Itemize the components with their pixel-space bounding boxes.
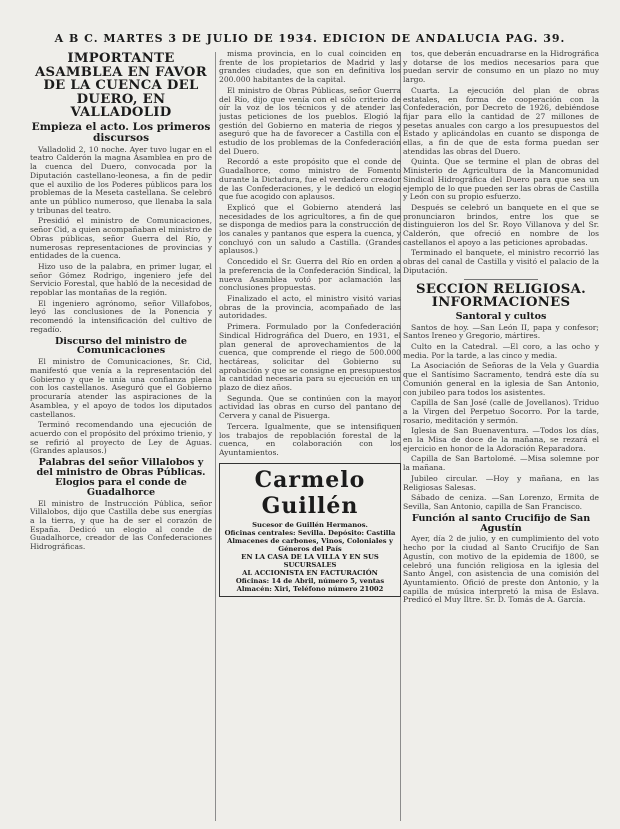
column-1 (30, 50, 212, 829)
column-3 (403, 50, 599, 829)
paragraph: tos, que deberán encuadrarse en la Hidrográfica y dotarse de los medios necesarios para que puedan servir de consumo en un plazo no muy largo. (403, 50, 599, 85)
paragraph: El ministro de Obras Públicas, señor Guerra del Río, dijo que venía con el sólo criterio de oír la voz de los técnicos y de atender las justas peticiones de los pueblos. Elogió la gestión del Gobierno en materia de riegos y aseguró que ha de favorecer a Castilla con el estudio de los problemas de la Confederación del Duero. (219, 85, 401, 156)
paragraph: Santos de hoy. —San León II, papa y confesor; Santos Ireneo y Gregorio, mártires. (403, 322, 599, 341)
paragraph: Primera. Formulado por la Confederación Sindical Hidrográfica del Duero, en 1931, el plan general de aprovechamientos de la cuenca, que comprende el riego de 500.000 hectáreas, solicitar del Gobierno su aprobación y que se consigne en presupuestos la cantidad necesaria para su ejecución en un plazo de diez años. (219, 322, 401, 393)
paragraph: Concedido el Sr. Guerra del Río en orden a la preferencia de la Confederación Sindical, la nueva Asamblea votó por aclamación las conclusiones propuestas. (219, 257, 401, 293)
paragraph: Terminado el banquete, el ministro recorrió las obras del canal de Castilla y visitó el palacio de la Diputación. (403, 248, 599, 275)
paragraph: El ministro de Instrucción Pública, señor Villalobos, dijo que Castilla debe sus energías a la tierra, y que ha de ser el corazón de España. Dedicó un elogio al conde de Guadalhorce, creador de las Confederaciones Hidrográficas. (30, 498, 212, 552)
paragraph: Recordó a este propósito que el conde de Guadalhorce, como ministro de Fomento durante la Dictadura, fue el verdadero creador de las Confederaciones, y le dedicó un elogio que fue acogido con aplausos. (219, 157, 401, 202)
paragraph: Explicó que el Gobierno atenderá las necesidades de los agricultores, a fin de que se disponga de medios para la construcción de los canales y pantanos que espera la cuenca, y concluyó con un saludo a Castilla. (Grandes aplausos.) (219, 202, 401, 256)
ad-line: EN LA CASA DE LA VILLA Y EN SUS SUCURSALES (241, 553, 379, 570)
paragraph: Ayer, día 2 de julio, y en cumplimiento del voto hecho por la ciudad al Santo Crucifijo de San Agustín, con motivo de la epidemia de 1800, se celebró una función religiosa en la iglesia del Santo Ángel, con asistencia de una comisión del Ayuntamiento. Ofició de preste don Antonio, y la capilla de música interpretó la misa de Eslava. Predicó el Muy Iltre. Sr. D. Tomás de A. García. (403, 534, 599, 605)
paragraph: Hizo uso de la palabra, en primer lugar, el señor Gómez Rodrigo, ingeniero jefe del Servicio Forestal, que habló de la necesidad de repoblar las montañas de la región. (30, 261, 212, 298)
page-header: A B C. MARTES 3 DE JULIO DE 1934. EDICION DE ANDALUCIA PAG. 39. (54, 32, 566, 45)
ad-title: Carmelo Guillén (254, 466, 366, 519)
ad-line: Sucesor de Guillén Hermanos. (252, 520, 368, 529)
article-subheadline: Empieza el acto. Los primeros discursos (31, 120, 211, 144)
ad-line: AL ACCIONISTA EN FACTURACIÓN (242, 569, 378, 578)
paragraph: misma provincia, en lo cual coinciden en frente de los propietarios de Madrid y las grandes ciudades, que son en definitiva los 200.000 habitantes de la capital. (219, 50, 401, 85)
section-headline: SECCION RELIGIOSA. INFORMACIONES (416, 281, 586, 311)
paragraph: Cuarta. La ejecución del plan de obras estatales, en forma de cooperación con la Confederación, por Decreto de 1926, debiéndose fijar para ello la cantidad de 27 millones de pesetas anuales con cargo a los presupuestos del Estado y aplicándolas en cuanto se disponga de ellas, a fin de que de esta forma puedan ser atendidas las obras del Duero. (403, 85, 599, 156)
paragraph: El ministro de Comunicaciones, Sr. Cid, manifestó que venía a la representación del Gobierno y que le unía una confianza plena con los castellanos. Aseguró que el Gobierno procuraría atender las aspiraciones de la Asamblea, y el apoyo de todos los diputados castellanos. (30, 357, 212, 419)
ad-line: Oficinas centrales: Sevilla. Depósito: Castilla (224, 528, 396, 537)
paragraph: Tercera. Igualmente, que se intensifiquen los trabajos de repoblación forestal de la cuenca, en colaboración con los Ayuntamientos. (219, 421, 401, 457)
paragraph: Quinta. Que se termine el plan de obras del Ministerio de Agricultura de la Mancomunidad Sindical Hidrográfica del Duero para que sea un ejemplo de lo que pueden ser las obras de Castilla y León con su propio esfuerzo. (403, 157, 599, 202)
ad-line: Almacén: Xiri, Teléfono número 21002 (236, 585, 384, 594)
paragraph: Segunda. Que se continúen con la mayor actividad las obras en curso del pantano de Cervera y canal de Pisuerga. (219, 393, 401, 421)
paragraph: Iglesia de San Buenaventura. —Todos los días, en la Misa de doce de la mañana, se rezará el ejercicio en honor de la Adoración Reparadora. (403, 426, 599, 453)
paragraph: El ingeniero agrónomo, señor Villafobos, leyó las conclusiones de la Ponencia y recomendó la intensificación del cultivo de regadío. (30, 298, 212, 334)
section-heading: Función al santo Crucifijo de San Agustín (411, 512, 591, 534)
divider (464, 279, 538, 280)
ad-line: Oficinas: 14 de Abril, número 5, ventas (235, 577, 385, 586)
paragraph: Valladolid 2, 10 noche. Ayer tuvo lugar en el teatro Calderón la magna Asamblea en pro de la cuenca del Duero, convocada por la Diputación castellano-leonesa, a fin de pedir que el auxilio de los Poderes públicos para los problemas de la Meseta castellana. Se celebró ante un público numeroso, que llenaba la sala y tribunas del teatro. (30, 144, 212, 215)
paragraph: Jubileo circular. —Hoy y mañana, en las Religiosas Salesas. (403, 473, 599, 492)
paragraph: Finalizado el acto, el ministro visitó varias obras de la provincia, acompañado de las autoridades. (219, 293, 401, 321)
paragraph: Sábado de ceniza. —San Lorenzo, Ermita de Sevilla, San Antonio, capilla de San Francisco. (403, 493, 599, 511)
paragraph: Terminó recomendando una ejecución de acuerdo con el propósito del próximo trienio, y se refirió al proyecto de Ley de Aguas. (Grandes aplausos.) (30, 420, 212, 456)
section-heading: Santoral y cultos (455, 310, 547, 322)
column-rule (215, 52, 216, 821)
paragraph: Capilla de San José (calle de Jovellanos). Triduo a la Virgen del Perpetuo Socorro. Por la tarde, rosario, meditación y sermón. (403, 398, 599, 425)
paragraph: Después se celebró un banquete en el que se pronunciaron brindos, entre los que se distinguieron los del Sr. Royo Villanova y del Sr. Calderón, que ofreció en nombre de los castellanos el apoyo a las peticiones aprobadas. (403, 202, 599, 247)
paragraph: Capilla de San Bartolomé. —Misa solemne por la mañana. (403, 454, 599, 473)
ad-line: Almacenes de carbones, Vinos, Coloniales y Géneros del País (227, 536, 393, 553)
paragraph: La Asociación de Señoras de la Vela y Guardia que el Santísimo Sacramento, tendrá este día su Comunión general en la iglesia de San Antonio, con jubileo para todos los asistentes. (403, 361, 599, 397)
section-heading: Palabras del señor Villalobos y del ministro de Obras Públicas. Elogios para el conde de Guadalhorce (36, 457, 206, 498)
advertisement (219, 463, 401, 598)
paragraph: Presidió el ministro de Comunicaciones, señor Cid, a quien acompañaban el ministro de Obras públicas, señor Guerra del Río, y numerosas representaciones de provincias y entidades de la cuenca. (30, 216, 212, 261)
paragraph: Culto en la Catedral. —El coro, a las ocho y media. Por la tarde, a las cinco y media. (403, 342, 599, 360)
section-heading: Discurso del ministro de Comunicaciones (54, 335, 188, 357)
column-2 (219, 50, 401, 829)
article-headline: IMPORTANTE ASAMBLEA EN FAVOR DE LA CUENCA DEL DUERO, EN VALLADOLID (35, 51, 207, 121)
